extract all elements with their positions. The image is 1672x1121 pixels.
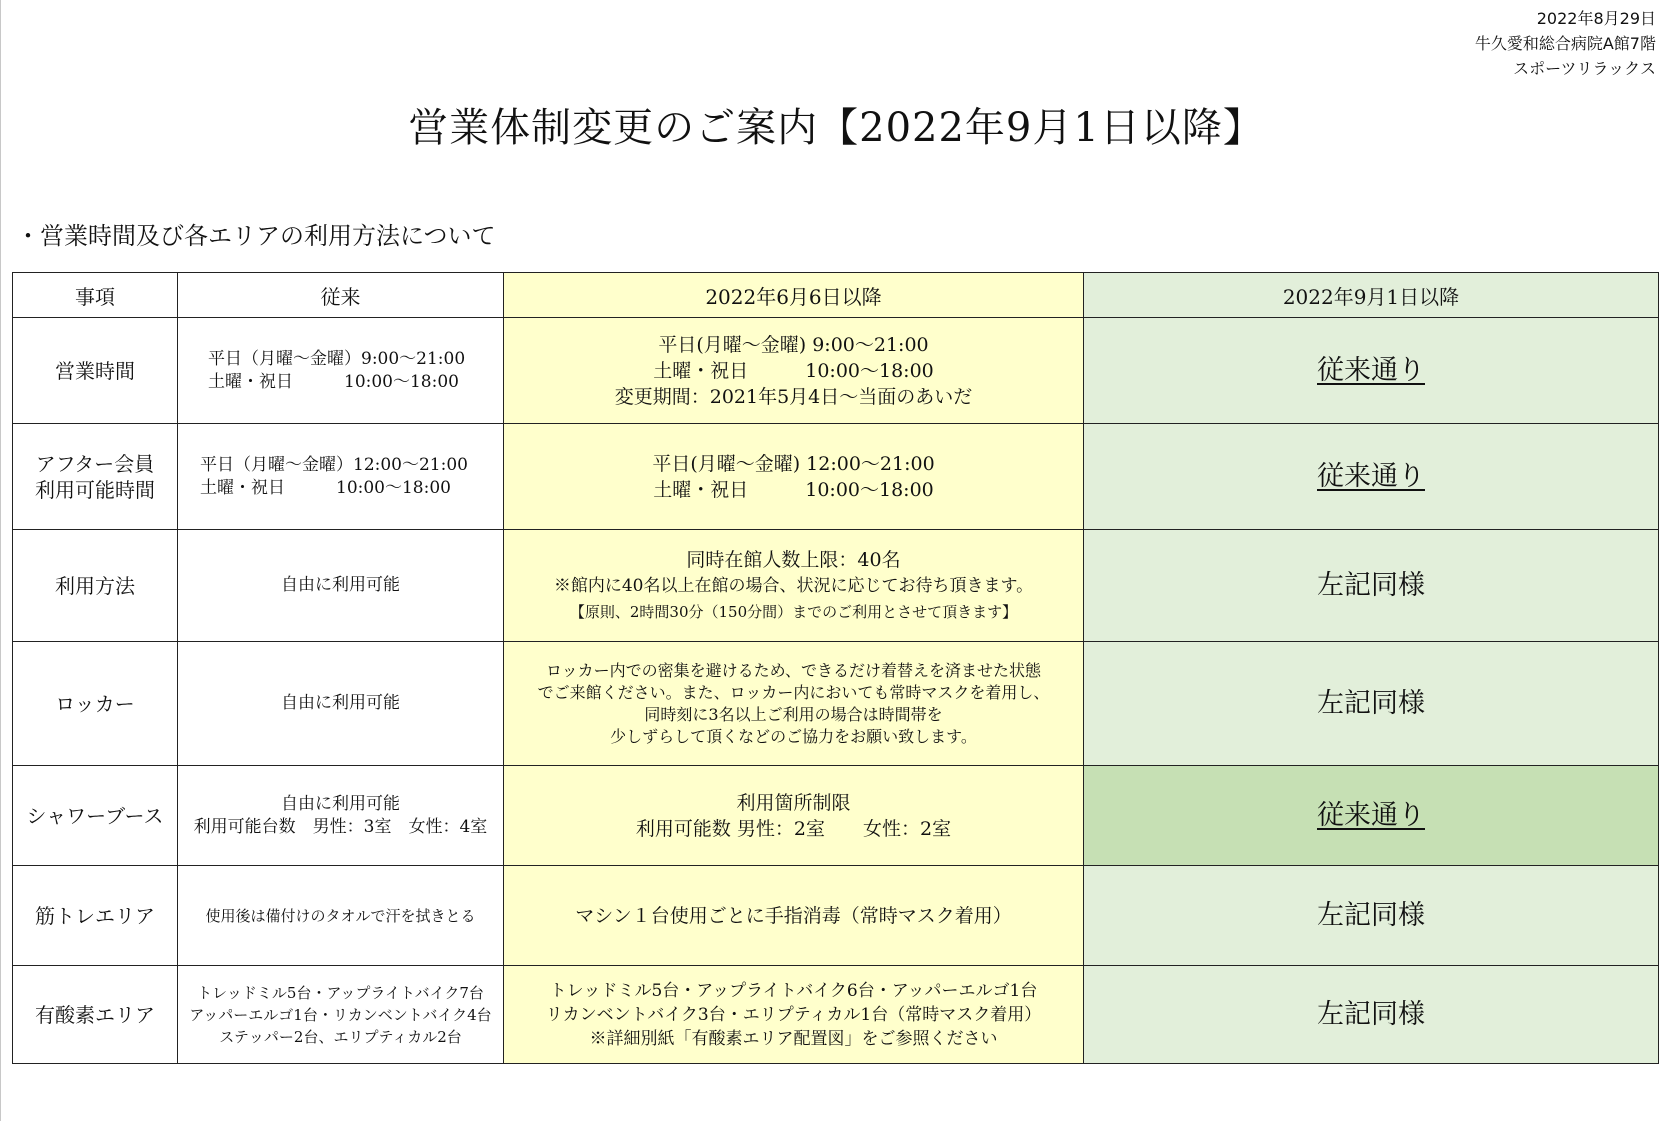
table-row [13,642,1659,766]
text-line: 土曜・祝日 10:00～18:00 [200,477,451,498]
row-june [504,866,1084,966]
row-september [1084,766,1659,866]
text-line: 利用可能台数 男性：3室 女性：4室 [193,816,488,837]
page-left-border [0,0,1,1121]
result-text: 従来通り [1317,460,1425,492]
header-september: 2022年9月1日以降 [1084,273,1659,318]
header-item: 事項 [13,273,178,318]
text-line: アッパーエルゴ1台・リカンベントバイク4台 [189,1005,492,1024]
row-item: 筋トレエリア [13,866,178,966]
row-june [504,530,1084,642]
text-line: 平日(月曜～金曜) 12:00～21:00 [652,452,935,475]
text-line: でご来館ください。また、ロッカー内においても常時マスクを着用し、 [537,682,1050,702]
text-line: 同時刻に3名以上ご利用の場合は時間帯を [644,704,943,724]
text-line: 平日（月曜～金曜）9:00～21:00 [208,348,466,369]
row-previous [178,966,504,1064]
row-june [504,318,1084,424]
row-item [13,424,178,530]
text-line: 同時在館人数上限：40名 [686,548,901,571]
text-line: 利用箇所制限 [736,791,851,814]
text-line: アフター会員 [35,451,155,476]
header-info [1475,6,1656,81]
row-september [1084,866,1659,966]
row-june [504,766,1084,866]
row-june [504,642,1084,766]
table-row [13,530,1659,642]
text-line: 平日（月曜～金曜）12:00～21:00 [200,454,468,475]
row-june [504,424,1084,530]
table-row [13,766,1659,866]
row-september [1084,318,1659,424]
table-row [13,966,1659,1064]
result-text: 左記同様 [1317,687,1425,719]
notice-table [12,272,1659,1064]
result-text: 従来通り [1317,354,1425,386]
table-row [13,318,1659,424]
text-line: 自由に利用可能 [281,693,400,713]
row-september [1084,642,1659,766]
text-line: 土曜・祝日 10:00～18:00 [208,371,459,392]
row-item: シャワーブース [13,766,178,866]
row-item: 有酸素エリア [13,966,178,1064]
text-line: トレッドミル5台・アップライトバイク6台・アッパーエルゴ1台 [549,980,1038,1001]
text-line: 自由に利用可能 [281,793,400,814]
row-previous [178,642,504,766]
text-line: トレッドミル5台・アップライトバイク7台 [197,983,484,1002]
text-line: 土曜・祝日 10:00～18:00 [653,478,934,501]
text-line: ロッカー内での密集を避けるため、できるだけ着替えを済ませた状態 [545,660,1042,680]
row-item: 営業時間 [13,318,178,424]
text-line: 【原則、2時間30分（150分間）までのご利用とさせて頂きます】 [569,602,1018,621]
text-line: 利用可能時間 [35,477,155,502]
row-previous [178,318,504,424]
text-line: ※館内に40名以上在館の場合、状況に応じてお待ち頂きます。 [553,575,1034,596]
row-previous [178,766,504,866]
row-september [1084,966,1659,1064]
text-line: 少しずらして頂くなどのご協力をお願い致します。 [610,726,977,746]
text-line: ※詳細別紙「有酸素エリア配置図」をご参照ください [589,1028,998,1049]
text-line: ステッパー2台、エリプティカル2台 [219,1027,462,1046]
table-header-row [13,273,1659,318]
result-text: 左記同様 [1317,899,1425,931]
page-title: 営業体制変更のご案内【2022年9月1日以降】 [408,105,1264,151]
header-location: 牛久愛和総合病院A館7階 [1474,34,1656,53]
row-item: 利用方法 [13,530,178,642]
result-text: 左記同様 [1317,998,1425,1030]
table-row [13,866,1659,966]
row-previous [178,424,504,530]
header-previous: 従来 [178,273,504,318]
result-text: 左記同様 [1317,569,1425,601]
table-row [13,424,1659,530]
row-previous [178,866,504,966]
text-line: 平日(月曜～金曜) 9:00～21:00 [658,333,929,356]
row-previous [178,530,504,642]
text-line: マシン１台使用ごとに手指消毒（常時マスク着用） [575,904,1012,927]
text-line: リカンベントバイク3台・エリプティカル1台（常時マスク着用） [545,1004,1042,1025]
row-september [1084,424,1659,530]
section-heading: ・営業時間及び各エリアの利用方法について [16,222,496,250]
text-line: 利用可能数 男性：2室 女性：2室 [635,817,952,840]
text-line: 変更期間：2021年5月4日～当面のあいだ [614,385,973,408]
row-june [504,966,1084,1064]
header-facility: スポーツリラックス [1513,59,1656,78]
row-september [1084,530,1659,642]
text-line: 使用後は備付けのタオルで汗を拭きとる [205,906,476,925]
row-item: ロッカー [13,642,178,766]
header-date: 2022年8月29日 [1536,9,1656,28]
text-line: 自由に利用可能 [281,575,400,595]
result-text: 従来通り [1317,799,1425,831]
text-line: 土曜・祝日 10:00～18:00 [653,359,934,382]
header-june: 2022年6月6日以降 [504,273,1084,318]
